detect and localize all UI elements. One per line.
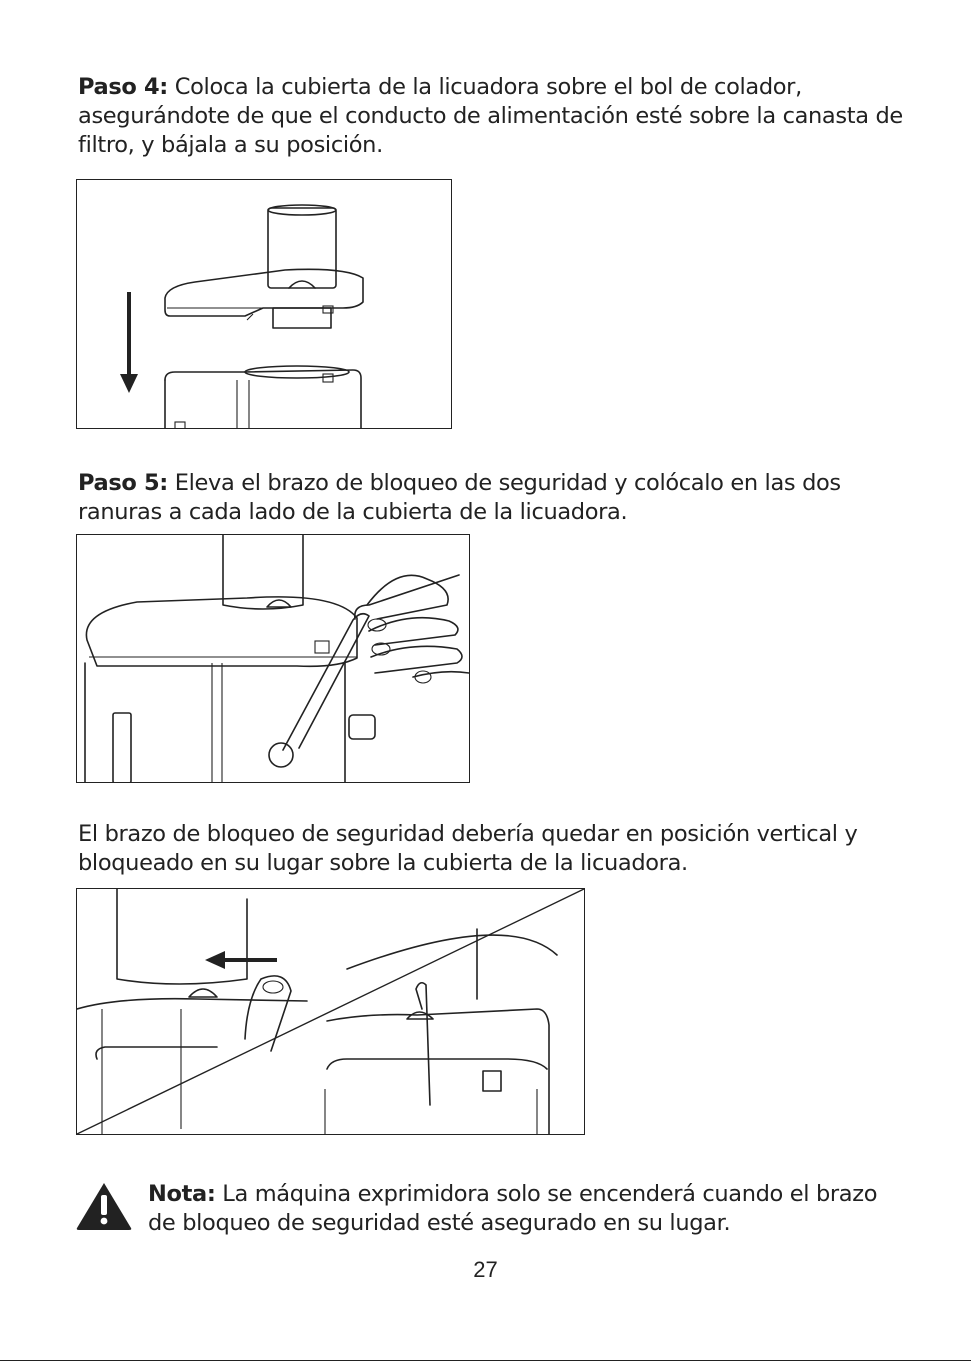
figure-step-5 (76, 534, 470, 783)
lock-arm-locked-illustration (77, 889, 584, 1134)
step-4-paragraph (78, 73, 908, 160)
warning-icon (76, 1181, 132, 1235)
bottom-rule (0, 1360, 971, 1361)
raise-lock-arm-illustration (77, 535, 469, 782)
step-5-text: Eleva el brazo de bloqueo de seguridad y colócalo en las dos ranuras a cada lado de la cubierta de la licuadora. (78, 470, 841, 525)
note-paragraph (148, 1180, 908, 1238)
lock-arm-paragraph: El brazo de bloqueo de seguridad debería quedar en posición vertical y bloqueado en su lugar sobre la cubierta de la licuadora. (78, 821, 858, 876)
step-4-label: Paso 4: (78, 74, 168, 100)
step-5-paragraph (78, 469, 908, 527)
step-4-text: Coloca la cubierta de la licuadora sobre el bol de colador, asegurándote de que el conducto de alimentación esté sobre la canasta de filtro, y bájala a su posición. (78, 74, 903, 158)
figure-lock-arm (76, 888, 585, 1135)
figure-step-4 (76, 179, 452, 429)
step-5-label: Paso 5: (78, 470, 168, 496)
page-number: 27 (473, 1257, 498, 1282)
note-text: La máquina exprimidora solo se encenderá cuando el brazo de bloqueo de seguridad esté asegurado en su lugar. (148, 1181, 878, 1236)
lid-lowering-illustration (77, 180, 451, 428)
note-label: Nota: (148, 1181, 216, 1207)
